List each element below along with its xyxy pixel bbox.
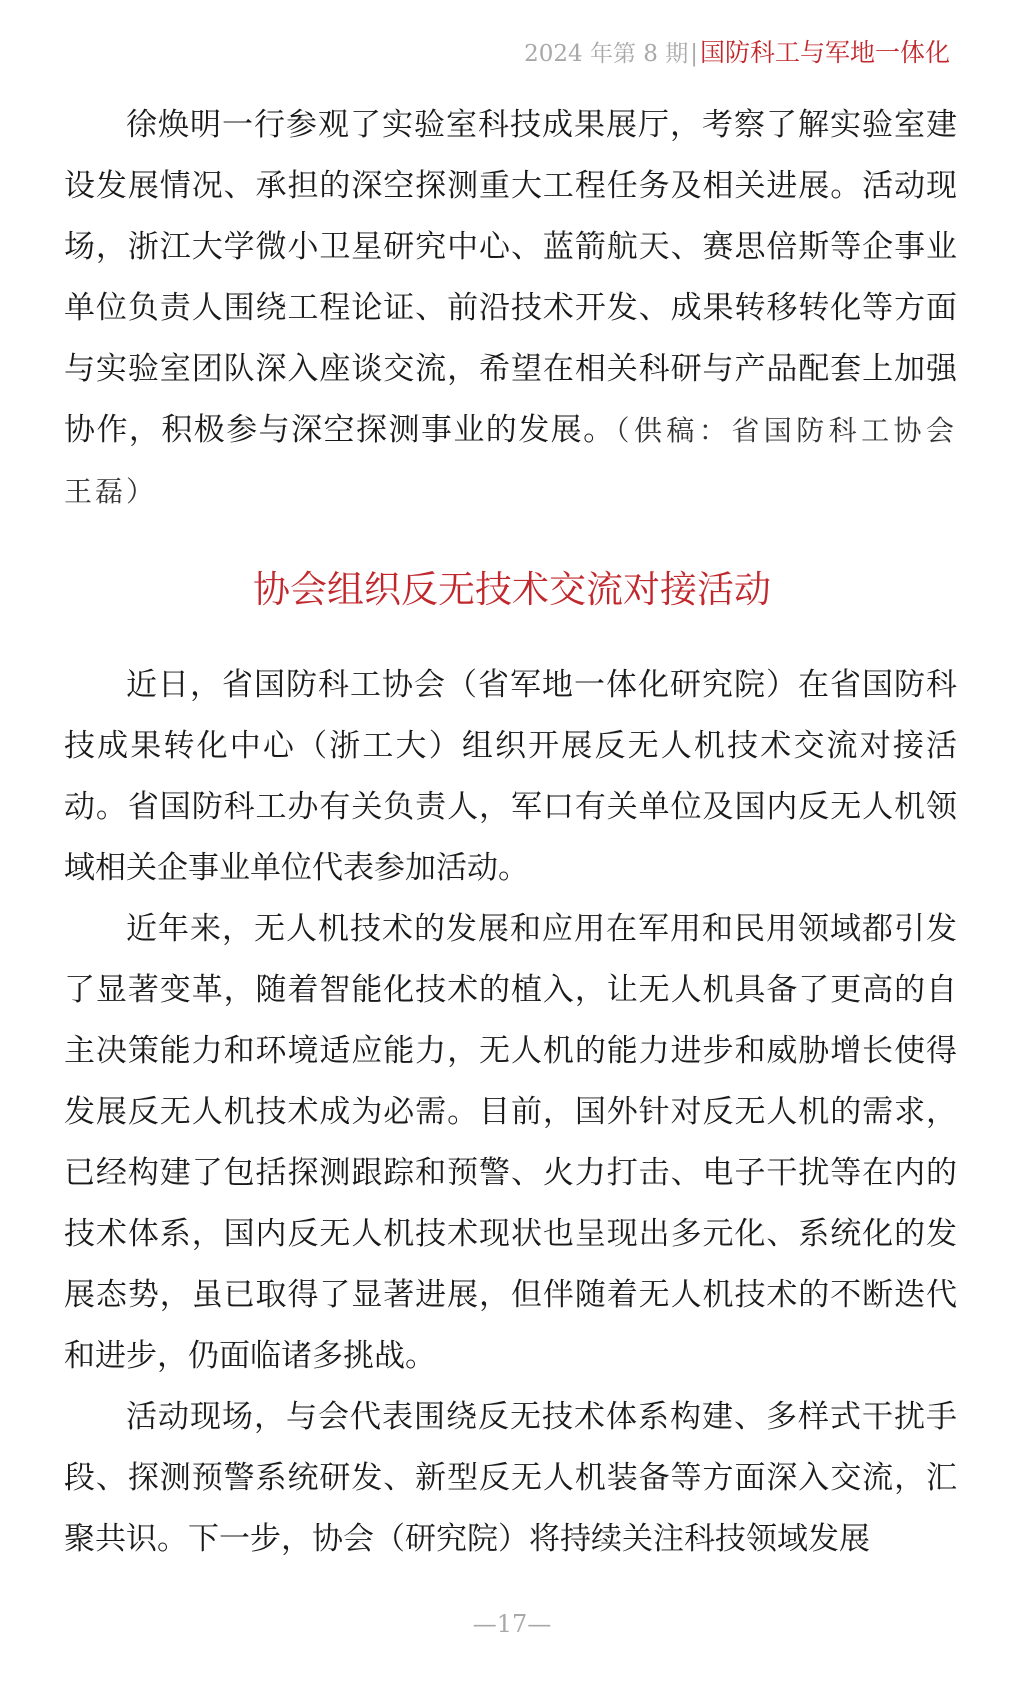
source-credit: （供稿：省国防科工协会 王磊） bbox=[64, 414, 957, 508]
journal-title: 国防科工与军地一体化 bbox=[699, 38, 950, 67]
article-body bbox=[64, 655, 957, 1570]
article-title: 协会组织反无技术交流对接活动 bbox=[253, 568, 771, 611]
article-paragraph: 近日，省国防科工协会（省军地一体化研究院）在省国防科技成果转化中心（浙工大）组织开展反无人机技术交流对接活动。省国防科工办有关负责人，军口有关单位及国内反无人机领域相关企事业单位代表参加活动。 bbox=[64, 667, 957, 886]
article-continuation bbox=[64, 95, 957, 522]
article-paragraph: 近年来，无人机技术的发展和应用在军用和民用领域都引发了显著变革，随着智能化技术的植入，让无人机具备了更高的自主决策能力和环境适应能力，无人机的能力进步和威胁增长使得发展反无人机技术成为必需。目前，国外针对反无人机的需求，已经构建了包括探测跟踪和预警、火力打击、电子干扰等在内的技术体系，国内反无人机技术现状也呈现出多元化、系统化的发展态势，虽已取得了显著进展，但伴随着无人机技术的不断迭代和进步，仍面临诸多挑战。 bbox=[64, 911, 957, 1374]
page-number: —17— bbox=[472, 1610, 552, 1638]
issue-label: 2024 年第 8 期 bbox=[524, 41, 689, 67]
paragraph-text: 徐焕明一行参观了实验室科技成果展厅，考察了解实验室建设发展情况、承担的深空探测重大工程任务及相关进展。活动现场，浙江大学微小卫星研究中心、蓝箭航天、赛思倍斯等企事业单位负责人围绕工程论证、前沿技术开发、成果转移转化等方面与实验室团队深入座谈交流，希望在相关科研与产品配套上加强协作，积极参与深空探测事业的发展。 bbox=[64, 107, 957, 448]
article-paragraph bbox=[64, 95, 957, 522]
running-header bbox=[524, 38, 950, 69]
article-paragraph: 活动现场，与会代表围绕反无技术体系构建、多样式干扰手段、探测预警系统研发、新型反无人机装备等方面深入交流，汇聚共识。下一步，协会（研究院）将持续关注科技领域发展 bbox=[64, 1399, 957, 1557]
header-separator: | bbox=[690, 41, 698, 67]
